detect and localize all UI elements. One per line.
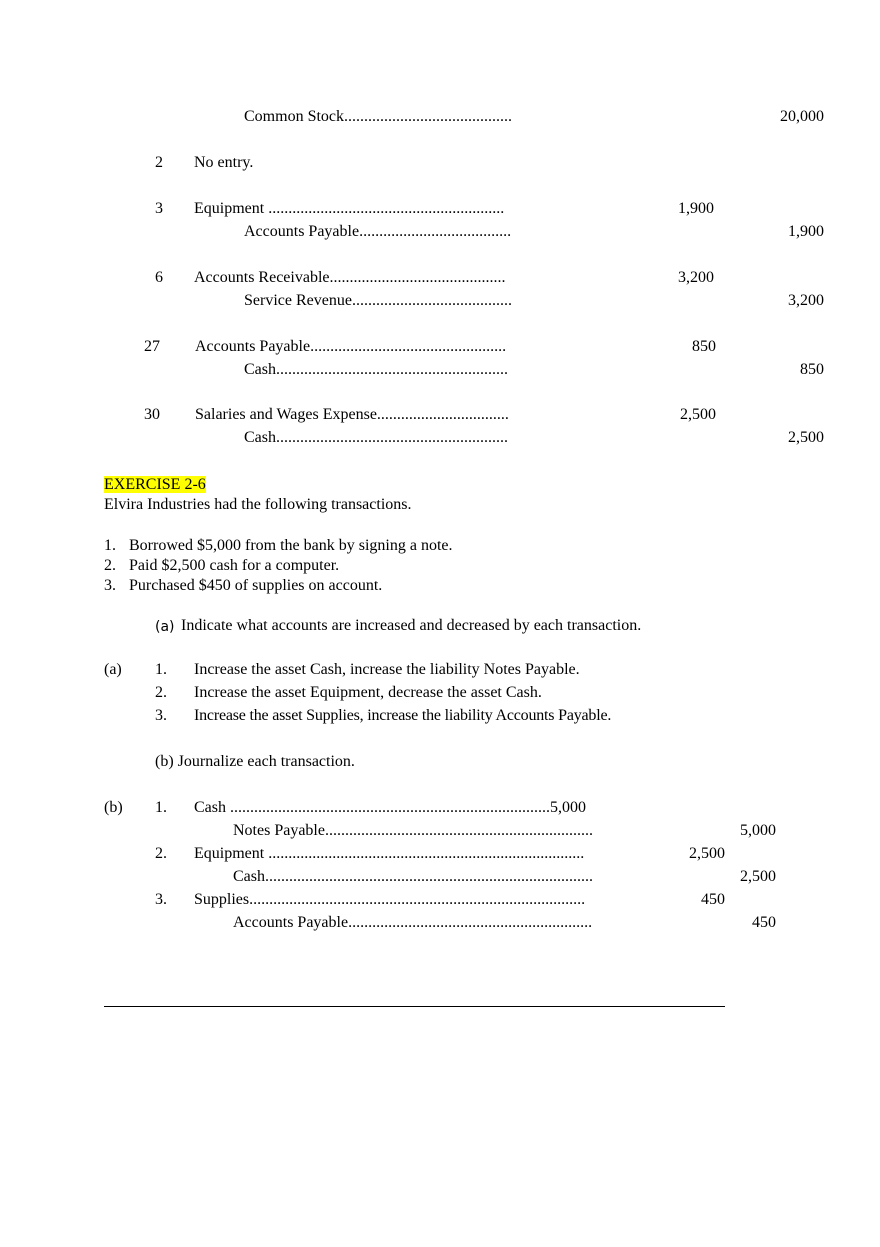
- exercise-intro: Elvira Industries had the following transactions.: [104, 496, 412, 513]
- journal-1-debit-account: Cash ................................................................................5,000: [194, 799, 586, 816]
- part-a-label: (a): [104, 661, 122, 678]
- answer-3-num: 3.: [155, 707, 167, 724]
- entry-6-credit-account: Service Revenue........................................: [244, 292, 512, 309]
- journal-1-credit-account: Notes Payable...................................................................: [233, 822, 593, 839]
- entry-27-day: 27: [144, 338, 160, 355]
- transaction-3-num: 3.: [104, 577, 116, 594]
- entry-30-debit: 2,500: [680, 406, 716, 423]
- entry-27-debit: 850: [692, 338, 716, 355]
- entry-6-credit: 3,200: [788, 292, 824, 309]
- journal-3-credit-account: Accounts Payable.............................................................: [233, 914, 593, 931]
- entry-6-debit-account: Accounts Receivable............................................: [194, 269, 506, 286]
- entry-6-day: 6: [155, 269, 163, 286]
- entry-2-day: 2: [155, 154, 163, 171]
- entry-2-text: No entry.: [194, 154, 254, 171]
- part-a-instruction-label: (a): [155, 619, 175, 635]
- entry-27-credit-account: Cash..........................................................: [244, 361, 508, 378]
- journal-2-debit-account: Equipment ...............................................................................: [194, 845, 585, 862]
- journal-2-debit: 2,500: [689, 845, 725, 862]
- entry-30-credit: 2,500: [788, 429, 824, 446]
- journal-3-debit: 450: [701, 891, 725, 908]
- entry-27-credit: 850: [800, 361, 824, 378]
- transaction-2-num: 2.: [104, 557, 116, 574]
- transaction-2-text: Paid $2,500 cash for a computer.: [129, 557, 340, 574]
- entry-3-credit: 1,900: [788, 223, 824, 240]
- entry-3-debit: 1,900: [678, 200, 714, 217]
- entry-30-day: 30: [144, 406, 160, 423]
- answer-1-text: Increase the asset Cash, increase the liability Notes Payable.: [194, 661, 580, 678]
- transaction-3-text: Purchased $450 of supplies on account.: [129, 577, 383, 594]
- common-stock-credit: 20,000: [780, 108, 824, 125]
- journal-3-credit: 450: [752, 914, 776, 931]
- part-a-instruction: Indicate what accounts are increased and decreased by each transaction.: [181, 617, 642, 634]
- footer-rule: [104, 1006, 725, 1007]
- answer-3-text: Increase the asset Supplies, increase the liability Accounts Payable.: [194, 707, 612, 724]
- part-b-label: (b): [104, 799, 123, 816]
- transaction-1-text: Borrowed $5,000 from the bank by signing a note.: [129, 537, 453, 554]
- part-b-instruction: (b) Journalize each transaction.: [155, 753, 355, 770]
- journal-3-num: 3.: [155, 891, 167, 908]
- journal-1-num: 1.: [155, 799, 167, 816]
- entry-3-debit-account: Equipment ...........................................................: [194, 200, 505, 217]
- entry-30-credit-account: Cash..........................................................: [244, 429, 508, 446]
- common-stock-account: Common Stock..........................................: [244, 108, 513, 125]
- exercise-title-text: EXERCISE 2-6: [104, 476, 206, 493]
- journal-2-credit-account: Cash..................................................................................: [233, 868, 593, 885]
- answer-2-num: 2.: [155, 684, 167, 701]
- entry-6-debit: 3,200: [678, 269, 714, 286]
- answer-1-num: 1.: [155, 661, 167, 678]
- journal-2-credit: 2,500: [740, 868, 776, 885]
- answer-2-text: Increase the asset Equipment, decrease the asset Cash.: [194, 684, 542, 701]
- journal-3-debit-account: Supplies....................................................................................: [194, 891, 586, 908]
- exercise-title: [104, 475, 206, 495]
- journal-2-num: 2.: [155, 845, 167, 862]
- entry-30-debit-account: Salaries and Wages Expense.................................: [195, 406, 509, 423]
- entry-3-credit-account: Accounts Payable......................................: [244, 223, 512, 240]
- entry-27-debit-account: Accounts Payable.................................................: [195, 338, 507, 355]
- entry-3-day: 3: [155, 200, 163, 217]
- transaction-1-num: 1.: [104, 537, 116, 554]
- journal-1-credit: 5,000: [740, 822, 776, 839]
